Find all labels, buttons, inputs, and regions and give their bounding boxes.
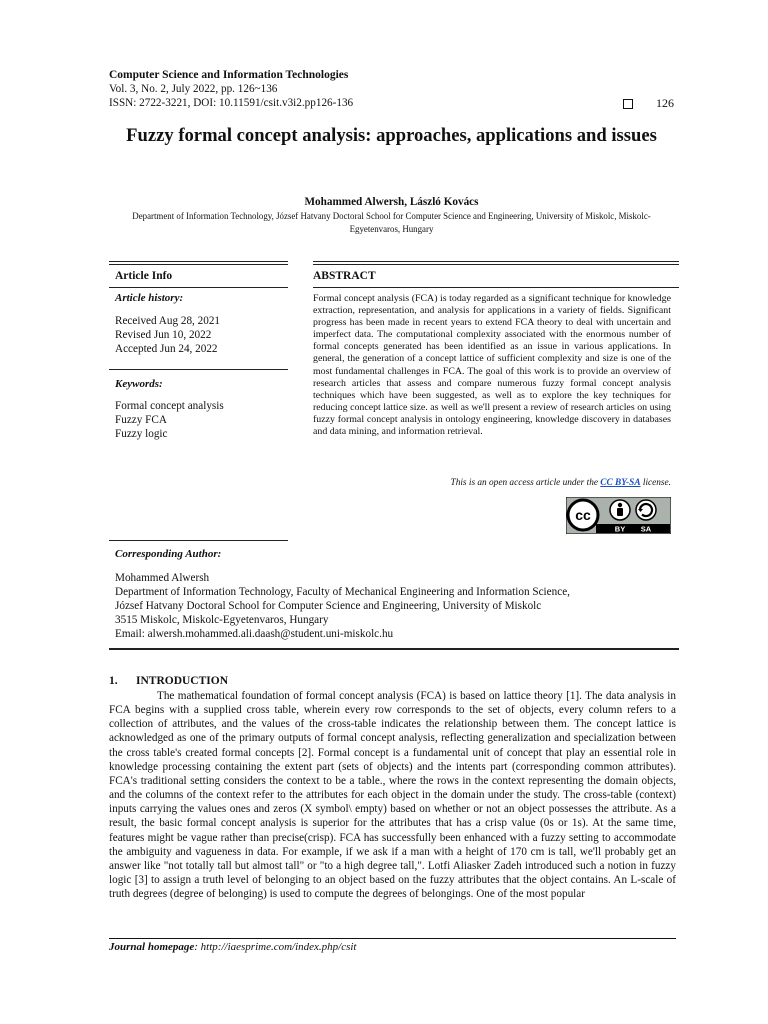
- corresponding-label: Corresponding Author:: [115, 548, 222, 560]
- page-number: 126: [656, 96, 674, 110]
- by-text: BY: [614, 524, 626, 534]
- keywords-label: Keywords:: [115, 378, 163, 390]
- journal-name: Computer Science and Information Technologies: [109, 69, 349, 81]
- footer-rule: [109, 938, 676, 939]
- keyword-item: Fuzzy FCA: [115, 414, 167, 426]
- introduction-paragraph: The mathematical foundation of formal concept analysis (FCA) is based on lattice theory [1]. The data analysis in FCA begins with a supplied cross table, wherein every row corresponds to the set of objects, every column refers to a collection of attributes, and the values of the cross-table indicates the relationship between them. The concept lattice is acknowledged as one of the primary outputs of formal concept analysis, reflecting generalization and specialization between the cross table's created formal concepts [2]. Formal concept is a fundamental unit of concept that play an essential role in knowledge processing containing the extent part (sets of objects) and the intents part (corresponding common attributes). FCA's traditional setting considers the context to be a table., where the rows in the context representing the domain objects, and the columns of the context refer to the attributes for each object in the domain under the study. The cross-table (context) inputs carrying the values ones and zeros (X symbol\ empty) based on whether or not an object possesses the attribute. As a result, the basic formal concept analysis is superior for the attributes that has a crisp value (0s or 1s). At the same time, features might be vague rather than precise(crisp). FCA has successfully been enhanced with a fuzzy setting to accommodate the ambiguity and vagueness in data. For example, if we ask if a man with a height of 170 cm is tall, we'll probably get an answer like "not totally tall but almost tall" or "to a high degree tall,". Lotfi Aliasker Zadeh introduced such a notion in fuzzy logic [3] to assign a truth level of belonging to an object based on the fuzzy attributes that the object contains. An L-scale of truth degrees (degree of belonging) is used to compute the degrees of belongings. One of the most popular: [109, 690, 676, 901]
- journal-homepage[interactable]: [109, 941, 356, 953]
- sa-text: SA: [640, 524, 652, 534]
- open-access-suffix: license.: [640, 478, 671, 488]
- introduction-heading: [109, 675, 228, 687]
- article-history-label: Article history:: [115, 292, 184, 304]
- abstract-heading-rule: [313, 287, 679, 288]
- info-top-rule-2: [109, 264, 288, 265]
- corresponding-details: [115, 571, 671, 641]
- corresponding-name: Mohammed Alwersh: [115, 572, 210, 584]
- open-access-prefix: This is an open access article under the: [450, 478, 601, 488]
- abstract-heading: ABSTRACT: [313, 270, 376, 282]
- homepage-label: Journal homepage: [109, 941, 195, 953]
- homepage-url[interactable]: : http://iaesprime.com/index.php/csit: [194, 941, 357, 953]
- corresponding-address: 3515 Miskolc, Miskolc-Egyetenvaros, Hungary: [115, 614, 329, 627]
- corresponding-dept: Department of Information Technology, Faculty of Mechanical Engineering and Information Science,: [115, 586, 570, 599]
- section-title: INTRODUCTION: [136, 675, 229, 687]
- article-info-heading: Article Info: [115, 270, 173, 282]
- open-access-note: [313, 478, 671, 488]
- abstract-top-rule-2: [313, 264, 679, 265]
- license-link[interactable]: CC BY-SA: [600, 478, 641, 488]
- corresponding-email[interactable]: Email: alwersh.mohammed.ali.daash@student.uni-miskolc.hu: [115, 628, 394, 641]
- article-info-rule: [109, 287, 288, 288]
- abstract-text: Formal concept analysis (FCA) is today regarded as a significant technique for knowledge extraction, representation, and analysis for applications in a variety of fields. Significant progress has been made in recent years to extend FCA theory to deal with uncertain and imperfect data. The computational complexity associated with the enormous number of formal concepts generated has been identified as an issue in various applications. In general, the generation of a concept lattice of sufficient complexity and size is one of the most fundamental challenges in FCA. The goal of this work is to provide an overview of research articles that assess and compare numerous fuzzy formal concept analysis techniques which have been suggested, as well as to explore the key techniques for reducing concept lattice size. as well as we'll present a review of research articles on using fuzzy formal concept analysis in ontology engineering, knowledge discovery in databases and data mining, and information retrieval.: [313, 293, 671, 438]
- introduction-body: [109, 689, 676, 901]
- issn-doi: ISSN: 2722-3221, DOI: 10.11591/csit.v3i2.pp126-136: [109, 97, 354, 109]
- revised-date: Revised Jun 10, 2022: [115, 329, 212, 341]
- abstract-top-rule: [313, 261, 679, 262]
- volume-info: Vol. 3, No. 2, July 2022, pp. 126~136: [109, 83, 278, 95]
- accepted-date: Accepted Jun 24, 2022: [115, 343, 218, 355]
- received-date: Received Aug 28, 2021: [115, 315, 221, 327]
- keyword-item: Fuzzy logic: [115, 428, 168, 440]
- authors: Mohammed Alwersh, László Kovács: [304, 196, 479, 208]
- info-top-rule: [109, 261, 288, 262]
- paper-title: Fuzzy formal concept analysis: approaches, applications and issues: [126, 125, 657, 146]
- corresponding-rule: [109, 540, 288, 541]
- keyword-item: Formal concept analysis: [115, 400, 224, 412]
- keywords-rule: [109, 369, 288, 370]
- corresponding-bottom-rule: [109, 648, 679, 650]
- square-icon: [623, 99, 633, 109]
- affiliation: Department of Information Technology, József Hatvany Doctoral School for Computer Science and Engineering, University of Miskolc, Miskolc-Egyetenvaros, Hungary: [132, 211, 651, 234]
- corresponding-school: József Hatvany Doctoral School for Computer Science and Engineering, University of Miskolc: [115, 600, 542, 613]
- cc-by-sa-badge: [566, 497, 671, 534]
- section-number: 1.: [109, 675, 118, 687]
- cc-text: cc: [575, 507, 591, 523]
